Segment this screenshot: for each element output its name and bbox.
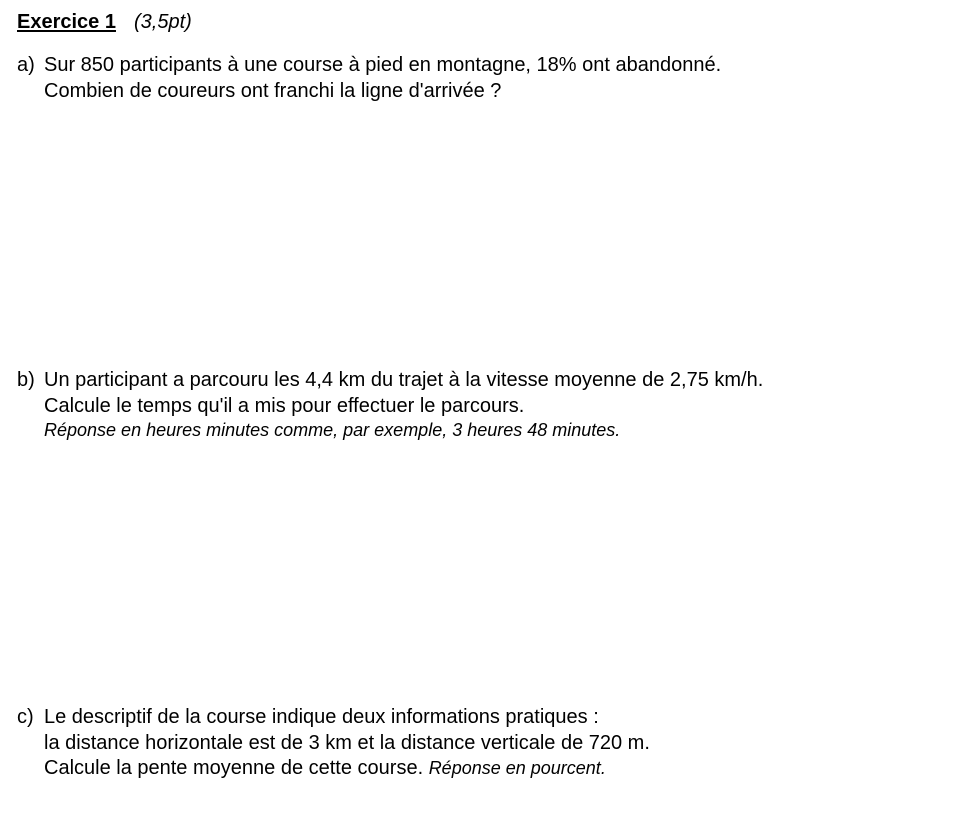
question-c-line-3 — [44, 756, 650, 782]
question-b-line-2: Calcule le temps qu'il a mis pour effectuer le parcours. — [44, 394, 525, 417]
question-b-letter: b) — [17, 369, 35, 391]
question-a-body — [44, 53, 721, 104]
question-c-body — [44, 705, 650, 782]
question-b-line-1: Un participant a parcouru les 4,4 km du trajet à la vitesse moyenne de 2,75 km/h. — [44, 369, 764, 391]
question-c-letter: c) — [17, 706, 34, 728]
exercise-title: Exercice 1 — [17, 11, 116, 33]
question-c-line-2: la distance horizontale est de 3 km et la distance verticale de 720 m. — [44, 731, 650, 754]
question-a-letter: a) — [17, 54, 35, 76]
question-b — [17, 368, 763, 441]
question-b-body — [44, 368, 763, 441]
question-a — [17, 53, 721, 104]
question-c-line-3-text: Calcule la pente moyenne de cette course. — [44, 757, 424, 779]
question-a-line-2: Combien de coureurs ont franchi la ligne d'arrivée ? — [44, 79, 502, 102]
question-c — [17, 705, 650, 782]
exercise-points: (3,5pt) — [133, 11, 192, 33]
question-c-line-1: Le descriptif de la course indique deux informations pratiques : — [44, 706, 599, 728]
question-b-hint: Réponse en heures minutes comme, par exemple, 3 heures 48 minutes. — [44, 420, 621, 440]
question-c-hint: Réponse en pourcent. — [428, 758, 606, 778]
exercise-header — [17, 10, 192, 34]
question-a-line-1: Sur 850 participants à une course à pied en montagne, 18% ont abandonné. — [44, 54, 722, 76]
